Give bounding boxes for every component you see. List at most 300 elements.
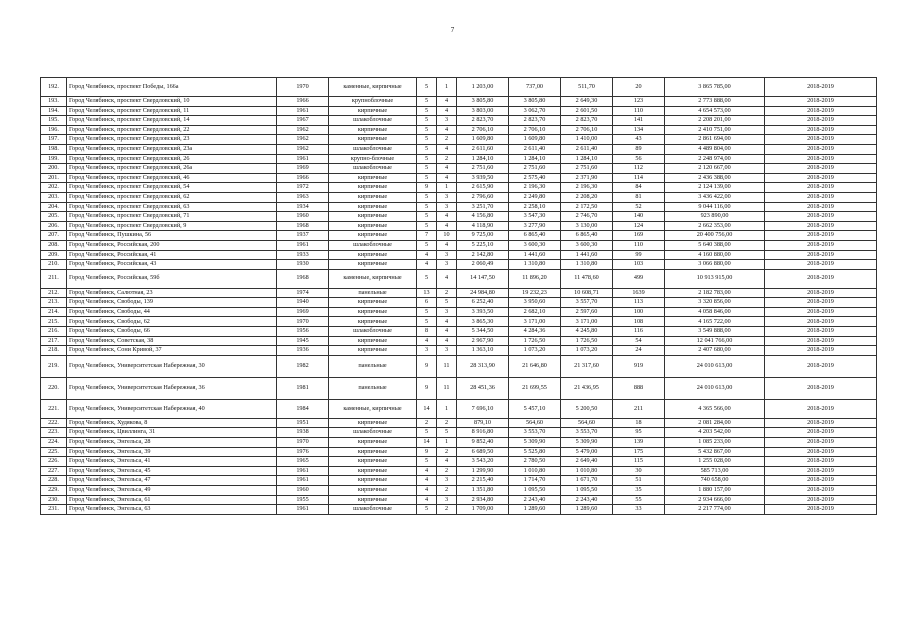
cell-build-year: 1982 [277, 355, 329, 377]
cell-total-area: 2 615,90 [457, 183, 509, 193]
cell-build-year: 1933 [277, 250, 329, 260]
table-row [41, 505, 877, 515]
cell-row-number: 218. [41, 346, 67, 356]
cell-floors: 5 [417, 116, 437, 126]
cell-residents: 211 [613, 399, 665, 418]
cell-residential-area: 3 171,00 [561, 317, 613, 327]
cell-total-area: 2 934,80 [457, 495, 509, 505]
cell-living-area: 3 600,30 [509, 240, 561, 250]
cell-floors: 5 [417, 307, 437, 317]
cell-build-year: 1951 [277, 418, 329, 428]
cell-floors: 9 [417, 183, 437, 193]
cell-entrances: 2 [437, 418, 457, 428]
table-row [41, 428, 877, 438]
cell-floors: 5 [417, 97, 437, 107]
cell-living-area: 3 062,70 [509, 106, 561, 116]
cell-residents: 123 [613, 97, 665, 107]
cell-row-number: 212. [41, 288, 67, 298]
table-row [41, 240, 877, 250]
cell-floors: 5 [417, 125, 437, 135]
cell-address: Город Челябинск, проспект Свердловский, 54 [67, 183, 277, 193]
cell-period: 2018-2019 [765, 377, 877, 399]
cell-period: 2018-2019 [765, 212, 877, 222]
cell-entrances: 4 [437, 106, 457, 116]
cell-residential-area: 2 746,70 [561, 212, 613, 222]
cell-address: Город Челябинск, Энгельса, 63 [67, 505, 277, 515]
cell-residents: 1639 [613, 288, 665, 298]
cell-period: 2018-2019 [765, 457, 877, 467]
cell-row-number: 214. [41, 307, 67, 317]
cell-entrances: 11 [437, 355, 457, 377]
cell-wall-material: кирпичные [329, 495, 417, 505]
cell-living-area: 1 010,80 [509, 466, 561, 476]
cell-row-number: 226. [41, 457, 67, 467]
cell-living-area: 2 706,10 [509, 125, 561, 135]
cell-floors: 4 [417, 336, 437, 346]
cell-row-number: 220. [41, 377, 67, 399]
cell-address: Город Челябинск, проспект Свердловский, 10 [67, 97, 277, 107]
cell-address: Город Челябинск, Российская, 41 [67, 250, 277, 260]
cell-living-area: 1 095,50 [509, 486, 561, 496]
cell-period: 2018-2019 [765, 116, 877, 126]
cell-living-area: 1 284,10 [509, 154, 561, 164]
cell-entrances: 4 [437, 97, 457, 107]
cell-entrances: 4 [437, 240, 457, 250]
cell-row-number: 229. [41, 486, 67, 496]
cell-address: Город Челябинск, Салютная, 23 [67, 288, 277, 298]
cell-floors: 9 [417, 447, 437, 457]
cell-build-year: 1930 [277, 260, 329, 270]
cell-total-area: 4 118,90 [457, 221, 509, 231]
cell-total-area: 9 852,40 [457, 438, 509, 448]
cell-residential-area: 6 865,40 [561, 231, 613, 241]
cell-total-area: 24 984,80 [457, 288, 509, 298]
cell-entrances: 4 [437, 327, 457, 337]
cell-build-year: 1966 [277, 97, 329, 107]
cell-address: Город Челябинск, проспект Свердловский, 23 [67, 135, 277, 145]
cell-living-area: 2 196,30 [509, 183, 561, 193]
cell-residential-area: 1 410,00 [561, 135, 613, 145]
cell-wall-material: шлакоблочные [329, 428, 417, 438]
cell-cost: 2 662 353,00 [665, 221, 765, 231]
cell-entrances: 11 [437, 377, 457, 399]
cell-residents: 139 [613, 438, 665, 448]
cell-total-area: 1 299,90 [457, 466, 509, 476]
page-number: 7 [450, 26, 455, 34]
cell-living-area: 21 699,55 [509, 377, 561, 399]
cell-period: 2018-2019 [765, 418, 877, 428]
cell-living-area: 2 258,10 [509, 202, 561, 212]
cell-wall-material: шлакоблочные [329, 144, 417, 154]
cell-entrances: 3 [437, 202, 457, 212]
cell-floors: 5 [417, 164, 437, 174]
cell-living-area: 5 457,10 [509, 399, 561, 418]
cell-entrances: 2 [437, 505, 457, 515]
cell-wall-material: шлакоблочные [329, 116, 417, 126]
cell-living-area: 3 950,60 [509, 298, 561, 308]
cell-living-area: 11 896,20 [509, 269, 561, 288]
cell-wall-material: кирпичные [329, 260, 417, 270]
cell-cost: 9 044 116,00 [665, 202, 765, 212]
cell-build-year: 1961 [277, 240, 329, 250]
cell-total-area: 2 611,60 [457, 144, 509, 154]
cell-total-area: 2 215,40 [457, 476, 509, 486]
cell-residential-area: 5 479,00 [561, 447, 613, 457]
cell-build-year: 1961 [277, 106, 329, 116]
cell-cost: 2 124 139,00 [665, 183, 765, 193]
cell-address: Город Челябинск, проспект Свердловский, 71 [67, 212, 277, 222]
cell-build-year: 1969 [277, 307, 329, 317]
cell-residents: 141 [613, 116, 665, 126]
cell-period: 2018-2019 [765, 260, 877, 270]
cell-living-area: 1 289,60 [509, 505, 561, 515]
cell-total-area: 28 451,36 [457, 377, 509, 399]
table-row [41, 125, 877, 135]
table-row [41, 438, 877, 448]
cell-period: 2018-2019 [765, 164, 877, 174]
cell-floors: 8 [417, 327, 437, 337]
cell-residents: 35 [613, 486, 665, 496]
cell-address: Город Челябинск, Энгельса, 39 [67, 447, 277, 457]
cell-entrances: 3 [437, 116, 457, 126]
cell-total-area: 1 363,10 [457, 346, 509, 356]
cell-period: 2018-2019 [765, 317, 877, 327]
cell-period: 2018-2019 [765, 192, 877, 202]
cell-cost: 585 713,00 [665, 466, 765, 476]
cell-cost: 4 160 880,00 [665, 250, 765, 260]
table-row [41, 336, 877, 346]
cell-wall-material: кирпичные [329, 438, 417, 448]
cell-floors: 5 [417, 173, 437, 183]
cell-wall-material: панельные [329, 355, 417, 377]
cell-entrances: 4 [437, 173, 457, 183]
table-row [41, 183, 877, 193]
cell-residential-area: 2 649,40 [561, 457, 613, 467]
cell-build-year: 1956 [277, 327, 329, 337]
cell-residential-area: 1 010,80 [561, 466, 613, 476]
cell-total-area: 6 252,40 [457, 298, 509, 308]
cell-total-area: 7 696,10 [457, 399, 509, 418]
cell-floors: 4 [417, 486, 437, 496]
cell-period: 2018-2019 [765, 307, 877, 317]
cell-cost: 20 400 756,00 [665, 231, 765, 241]
cell-build-year: 1938 [277, 428, 329, 438]
cell-entrances: 4 [437, 269, 457, 288]
cell-row-number: 230. [41, 495, 67, 505]
cell-address: Город Челябинск, Свободы, 66 [67, 327, 277, 337]
table-row [41, 260, 877, 270]
cell-cost: 1 085 233,00 [665, 438, 765, 448]
cell-address: Город Челябинск, Российская, 59б [67, 269, 277, 288]
cell-row-number: 198. [41, 144, 67, 154]
cell-entrances: 4 [437, 221, 457, 231]
cell-total-area: 3 803,00 [457, 106, 509, 116]
cell-living-area: 2 249,80 [509, 192, 561, 202]
table-row [41, 212, 877, 222]
cell-build-year: 1976 [277, 447, 329, 457]
housing-register-table [40, 77, 877, 515]
cell-residential-area: 2 649,30 [561, 97, 613, 107]
cell-total-area: 8 916,80 [457, 428, 509, 438]
cell-entrances: 4 [437, 144, 457, 154]
cell-floors: 9 [417, 377, 437, 399]
table-row [41, 346, 877, 356]
cell-total-area: 2 060,49 [457, 260, 509, 270]
table-row [41, 317, 877, 327]
cell-floors: 5 [417, 192, 437, 202]
cell-cost: 3 066 880,00 [665, 260, 765, 270]
cell-floors: 4 [417, 495, 437, 505]
cell-row-number: 209. [41, 250, 67, 260]
cell-row-number: 219. [41, 355, 67, 377]
cell-build-year: 1963 [277, 192, 329, 202]
cell-living-area: 2 575,40 [509, 173, 561, 183]
cell-residents: 54 [613, 336, 665, 346]
cell-residential-area: 2 706,10 [561, 125, 613, 135]
cell-cost: 4 165 722,00 [665, 317, 765, 327]
table-row [41, 495, 877, 505]
cell-row-number: 197. [41, 135, 67, 145]
table-row [41, 135, 877, 145]
cell-floors: 4 [417, 250, 437, 260]
cell-build-year: 1962 [277, 144, 329, 154]
cell-total-area: 2 967,90 [457, 336, 509, 346]
cell-wall-material: панельные [329, 288, 417, 298]
cell-floors: 7 [417, 231, 437, 241]
cell-living-area: 3 553,70 [509, 428, 561, 438]
cell-residents: 81 [613, 192, 665, 202]
cell-residential-area: 11 478,60 [561, 269, 613, 288]
cell-living-area: 2 243,40 [509, 495, 561, 505]
cell-wall-material: кирпичные [329, 447, 417, 457]
cell-build-year: 1968 [277, 221, 329, 231]
cell-residents: 18 [613, 418, 665, 428]
cell-row-number: 217. [41, 336, 67, 346]
cell-address: Город Челябинск, Свободы, 44 [67, 307, 277, 317]
cell-wall-material: крупно-блочные [329, 154, 417, 164]
table-row [41, 288, 877, 298]
cell-row-number: 194. [41, 106, 67, 116]
table-row [41, 250, 877, 260]
cell-residential-area: 2 601,50 [561, 106, 613, 116]
cell-build-year: 1934 [277, 202, 329, 212]
table-row [41, 97, 877, 107]
cell-entrances: 3 [437, 260, 457, 270]
table-row [41, 164, 877, 174]
cell-cost: 5 640 388,00 [665, 240, 765, 250]
cell-living-area: 3 277,90 [509, 221, 561, 231]
cell-living-area: 5 309,90 [509, 438, 561, 448]
cell-entrances: 5 [437, 298, 457, 308]
cell-living-area: 2 751,60 [509, 164, 561, 174]
cell-row-number: 228. [41, 476, 67, 486]
cell-address: Город Челябинск, Советская, 38 [67, 336, 277, 346]
cell-build-year: 1968 [277, 269, 329, 288]
cell-residents: 116 [613, 327, 665, 337]
table-row [41, 399, 877, 418]
cell-period: 2018-2019 [765, 298, 877, 308]
cell-residents: 110 [613, 240, 665, 250]
cell-residents: 56 [613, 154, 665, 164]
cell-cost: 2 182 783,00 [665, 288, 765, 298]
cell-cost: 5 432 867,00 [665, 447, 765, 457]
cell-wall-material: кирпичные [329, 221, 417, 231]
cell-total-area: 6 689,50 [457, 447, 509, 457]
cell-floors: 5 [417, 428, 437, 438]
cell-residents: 919 [613, 355, 665, 377]
cell-residents: 112 [613, 164, 665, 174]
cell-address: Город Челябинск, Энгельса, 47 [67, 476, 277, 486]
cell-entrances: 3 [437, 346, 457, 356]
cell-entrances: 5 [437, 428, 457, 438]
table-row [41, 466, 877, 476]
cell-wall-material: кирпичные [329, 135, 417, 145]
cell-wall-material: панельные [329, 377, 417, 399]
table-body [41, 78, 877, 515]
cell-wall-material: шлакоблочные [329, 164, 417, 174]
cell-period: 2018-2019 [765, 78, 877, 97]
cell-floors: 9 [417, 355, 437, 377]
cell-residential-area: 1 726,50 [561, 336, 613, 346]
cell-entrances: 3 [437, 192, 457, 202]
cell-address: Город Челябинск, проспект Свердловский, 63 [67, 202, 277, 212]
cell-living-area: 1 726,50 [509, 336, 561, 346]
cell-residential-area: 1 441,60 [561, 250, 613, 260]
cell-total-area: 2 796,60 [457, 192, 509, 202]
cell-build-year: 1960 [277, 212, 329, 222]
cell-residents: 103 [613, 260, 665, 270]
cell-residential-area: 2 751,60 [561, 164, 613, 174]
cell-residents: 52 [613, 202, 665, 212]
cell-total-area: 5 225,10 [457, 240, 509, 250]
cell-residential-area: 1 671,70 [561, 476, 613, 486]
cell-build-year: 1962 [277, 135, 329, 145]
cell-total-area: 1 709,00 [457, 505, 509, 515]
cell-total-area: 1 284,10 [457, 154, 509, 164]
cell-total-area: 28 313,90 [457, 355, 509, 377]
cell-address: Город Челябинск, Энгельса, 28 [67, 438, 277, 448]
cell-residential-area: 2 597,60 [561, 307, 613, 317]
table-row [41, 106, 877, 116]
cell-floors: 3 [417, 346, 437, 356]
cell-residential-area: 2 172,50 [561, 202, 613, 212]
cell-total-area: 1 351,80 [457, 486, 509, 496]
cell-entrances: 1 [437, 399, 457, 418]
cell-cost: 1 880 157,00 [665, 486, 765, 496]
cell-floors: 14 [417, 399, 437, 418]
cell-wall-material: шлакоблочные [329, 505, 417, 515]
cell-cost: 2 407 680,00 [665, 346, 765, 356]
cell-floors: 2 [417, 418, 437, 428]
cell-wall-material: кирпичные [329, 231, 417, 241]
cell-build-year: 1970 [277, 317, 329, 327]
cell-living-area: 19 232,23 [509, 288, 561, 298]
cell-wall-material: кирпичные [329, 307, 417, 317]
cell-residential-area: 2 208,20 [561, 192, 613, 202]
cell-residents: 108 [613, 317, 665, 327]
cell-total-area: 2 142,80 [457, 250, 509, 260]
cell-address: Город Челябинск, Университетская Набережная, 36 [67, 377, 277, 399]
cell-cost: 24 010 613,00 [665, 377, 765, 399]
cell-residents: 499 [613, 269, 665, 288]
cell-cost: 24 010 613,00 [665, 355, 765, 377]
cell-floors: 4 [417, 260, 437, 270]
cell-total-area: 2 823,70 [457, 116, 509, 126]
cell-address: Город Челябинск, проспект Свердловский, 26а [67, 164, 277, 174]
table-row [41, 192, 877, 202]
cell-address: Город Челябинск, проспект Свердловский, 62 [67, 192, 277, 202]
cell-build-year: 1936 [277, 346, 329, 356]
cell-wall-material: кирпичные [329, 212, 417, 222]
cell-floors: 5 [417, 317, 437, 327]
cell-address: Город Челябинск, проспект Свердловский, 11 [67, 106, 277, 116]
cell-cost: 4 489 804,00 [665, 144, 765, 154]
cell-entrances: 4 [437, 317, 457, 327]
cell-build-year: 1970 [277, 438, 329, 448]
cell-total-area: 3 393,50 [457, 307, 509, 317]
cell-period: 2018-2019 [765, 173, 877, 183]
cell-residential-area: 3 553,70 [561, 428, 613, 438]
cell-build-year: 1984 [277, 399, 329, 418]
cell-build-year: 1967 [277, 116, 329, 126]
cell-floors: 5 [417, 135, 437, 145]
cell-entrances: 2 [437, 288, 457, 298]
cell-residents: 95 [613, 428, 665, 438]
cell-address: Город Челябинск, Сони Кривой, 37 [67, 346, 277, 356]
table-row [41, 447, 877, 457]
cell-living-area: 6 865,40 [509, 231, 561, 241]
cell-floors: 5 [417, 212, 437, 222]
cell-address: Город Челябинск, проспект Свердловский, 9 [67, 221, 277, 231]
cell-entrances: 1 [437, 438, 457, 448]
cell-address: Город Челябинск, Свободы, 139 [67, 298, 277, 308]
cell-floors: 5 [417, 154, 437, 164]
cell-address: Город Челябинск, проспект Свердловский, 22 [67, 125, 277, 135]
cell-cost: 4 058 846,00 [665, 307, 765, 317]
cell-period: 2018-2019 [765, 355, 877, 377]
cell-row-number: 193. [41, 97, 67, 107]
cell-entrances: 4 [437, 457, 457, 467]
cell-entrances: 3 [437, 307, 457, 317]
cell-residential-area: 1 289,60 [561, 505, 613, 515]
cell-wall-material: каменные, кирпичные [329, 269, 417, 288]
cell-row-number: 231. [41, 505, 67, 515]
cell-period: 2018-2019 [765, 106, 877, 116]
cell-cost: 10 913 915,00 [665, 269, 765, 288]
cell-floors: 14 [417, 438, 437, 448]
cell-residential-area: 5 309,90 [561, 438, 613, 448]
cell-residential-area: 2 196,30 [561, 183, 613, 193]
cell-entrances: 2 [437, 154, 457, 164]
cell-period: 2018-2019 [765, 240, 877, 250]
cell-build-year: 1955 [277, 495, 329, 505]
cell-total-area: 1 609,80 [457, 135, 509, 145]
cell-living-area: 2 611,40 [509, 144, 561, 154]
cell-build-year: 1970 [277, 78, 329, 97]
cell-living-area: 21 646,80 [509, 355, 561, 377]
cell-entrances: 4 [437, 164, 457, 174]
cell-floors: 5 [417, 240, 437, 250]
cell-wall-material: кирпичные [329, 466, 417, 476]
cell-residents: 169 [613, 231, 665, 241]
cell-residents: 100 [613, 307, 665, 317]
cell-floors: 4 [417, 476, 437, 486]
cell-residential-area: 2 611,40 [561, 144, 613, 154]
cell-period: 2018-2019 [765, 269, 877, 288]
cell-cost: 1 255 028,00 [665, 457, 765, 467]
cell-cost: 2 081 284,00 [665, 418, 765, 428]
cell-cost: 3 865 785,00 [665, 78, 765, 97]
